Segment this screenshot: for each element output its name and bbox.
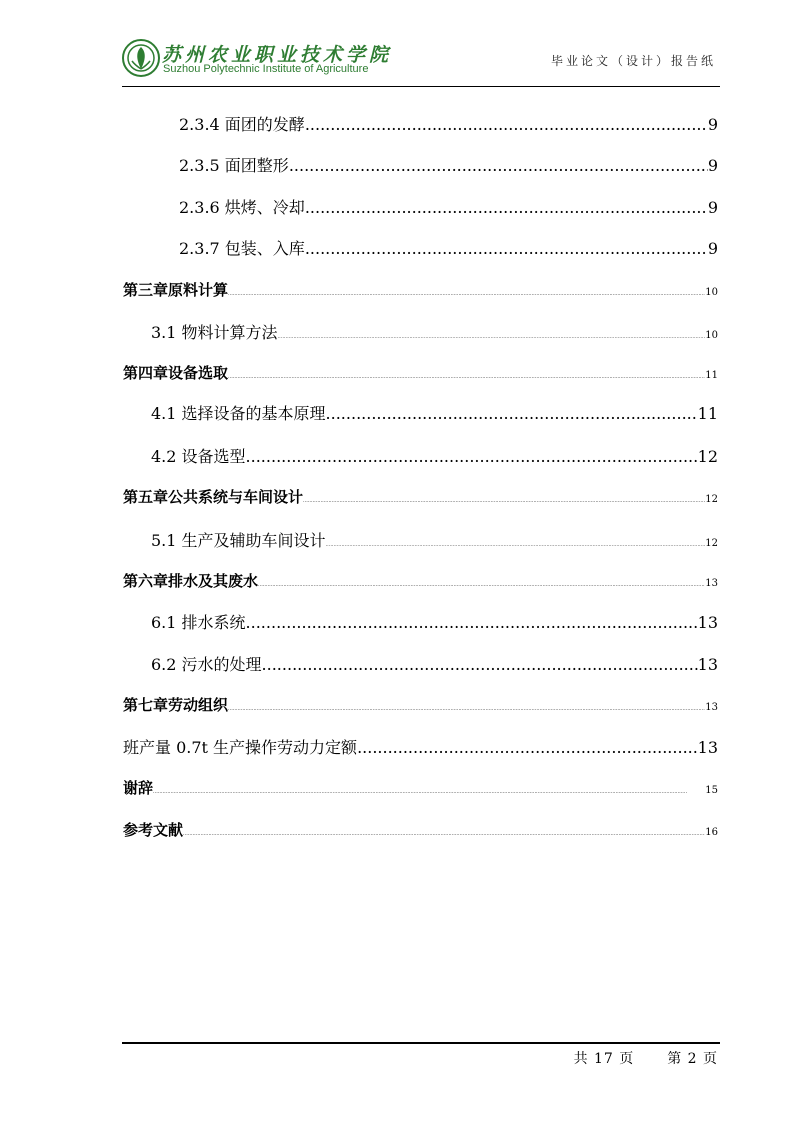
toc-entry-title: 第五章公共系统与车间设计 bbox=[123, 488, 304, 506]
school-name-en: Suzhou Polytechnic Institute of Agriculture bbox=[163, 63, 369, 75]
toc-leader bbox=[183, 831, 705, 837]
toc-entry-title: 第三章原料计算 bbox=[123, 281, 229, 299]
toc-leader bbox=[228, 706, 705, 712]
toc-chapter-entry[interactable] bbox=[123, 819, 718, 840]
toc-entry-page: 16 bbox=[705, 827, 718, 838]
toc-entry-title: 6.1 排水系统 bbox=[151, 613, 246, 632]
toc-leader bbox=[258, 582, 705, 588]
toc-entry-page: 9 bbox=[707, 115, 718, 134]
footer-divider bbox=[122, 1042, 720, 1044]
toc-leader bbox=[278, 334, 706, 340]
toc-entry[interactable] bbox=[179, 195, 718, 218]
toc-entry-title: 4.2 设备选型 bbox=[151, 447, 246, 466]
toc-entry[interactable] bbox=[151, 652, 718, 675]
toc-entry-title: 谢辞 bbox=[123, 779, 154, 797]
toc-leader bbox=[305, 239, 708, 258]
toc-entry-page: 10 bbox=[705, 330, 718, 341]
toc-leader bbox=[357, 738, 698, 757]
toc-leader bbox=[228, 291, 705, 297]
toc-chapter-entry[interactable] bbox=[123, 279, 718, 300]
toc-leader bbox=[153, 789, 705, 795]
toc-entry[interactable] bbox=[151, 444, 718, 467]
toc-entry-title: 4.1 选择设备的基本原理 bbox=[151, 404, 326, 423]
toc-entry-title: 3.1 物料计算方法 bbox=[151, 323, 278, 342]
toc-entry-page: 9 bbox=[707, 156, 718, 175]
toc-entry-title: 2.3.7 包装、入库 bbox=[179, 239, 305, 258]
toc-leader bbox=[262, 655, 698, 674]
toc-leader bbox=[289, 156, 708, 175]
toc-entry-page: 13 bbox=[705, 702, 718, 713]
toc-entry-title: 2.3.6 烘烤、冷却 bbox=[179, 198, 305, 217]
toc-entry-title: 参考文献 bbox=[123, 821, 184, 839]
toc-entry-title: 第六章排水及其废水 bbox=[123, 572, 259, 590]
toc-entry-title: 5.1 生产及辅助车间设计 bbox=[151, 531, 326, 550]
toc-chapter-entry[interactable] bbox=[123, 362, 718, 383]
toc-leader bbox=[246, 447, 698, 466]
toc-entry-page: 13 bbox=[705, 578, 718, 589]
total-pages-label: 共 17 页 bbox=[573, 1051, 635, 1067]
document-label: 毕业论文（设计）报告纸 bbox=[550, 54, 716, 68]
toc-leader bbox=[326, 542, 706, 548]
toc-entry-page: 11 bbox=[697, 404, 718, 423]
toc-entry-title: 第七章劳动组织 bbox=[123, 696, 229, 714]
toc-entry-page: 10 bbox=[705, 287, 718, 298]
page-footer bbox=[574, 1048, 718, 1068]
page-header bbox=[122, 36, 720, 86]
school-name-cn: 苏州农业职业技术学院 bbox=[162, 44, 393, 66]
toc-entry[interactable] bbox=[179, 112, 718, 135]
toc-entry[interactable] bbox=[179, 236, 718, 259]
toc-leader bbox=[305, 115, 708, 134]
toc-entry[interactable] bbox=[151, 610, 718, 633]
toc-entry-page: 12 bbox=[705, 538, 718, 549]
toc-entry-page: 13 bbox=[697, 613, 718, 632]
toc-leader bbox=[305, 198, 708, 217]
toc-leader bbox=[326, 404, 698, 423]
toc-entry[interactable] bbox=[123, 735, 718, 758]
toc-leader bbox=[246, 613, 698, 632]
toc-entry-page: 13 bbox=[697, 738, 718, 757]
toc-entry-title: 第四章设备选取 bbox=[123, 364, 229, 382]
toc-entry-page: 12 bbox=[697, 447, 718, 466]
toc-entry-page: 13 bbox=[697, 655, 718, 674]
school-emblem-icon bbox=[122, 39, 160, 77]
toc-chapter-entry[interactable] bbox=[123, 570, 718, 591]
toc-entry-title: 6.2 污水的处理 bbox=[151, 655, 262, 674]
toc-entry[interactable] bbox=[151, 401, 718, 424]
toc-entry[interactable] bbox=[151, 528, 718, 551]
toc-chapter-entry[interactable] bbox=[123, 486, 718, 507]
toc-entry[interactable] bbox=[179, 153, 718, 176]
toc-entry-title: 2.3.4 面团的发酵 bbox=[179, 115, 305, 134]
toc-entry-title: 班产量 0.7t 生产操作劳动力定额 bbox=[123, 738, 358, 757]
toc-entry[interactable] bbox=[151, 320, 718, 343]
toc-leader bbox=[303, 498, 705, 504]
toc-entry-page: 11 bbox=[705, 370, 718, 381]
toc-chapter-entry[interactable] bbox=[123, 694, 718, 715]
toc-entry-page: 15 bbox=[705, 785, 718, 796]
toc-entry-title: 2.3.5 面团整形 bbox=[179, 156, 289, 175]
toc-entry-page: 9 bbox=[707, 198, 718, 217]
header-divider bbox=[122, 86, 720, 87]
toc-entry-page: 9 bbox=[707, 239, 718, 258]
toc-entry-page: 12 bbox=[705, 494, 718, 505]
current-page-label: 第 2 页 bbox=[667, 1051, 718, 1067]
toc-chapter-entry[interactable] bbox=[123, 777, 718, 798]
toc-leader bbox=[228, 374, 705, 380]
